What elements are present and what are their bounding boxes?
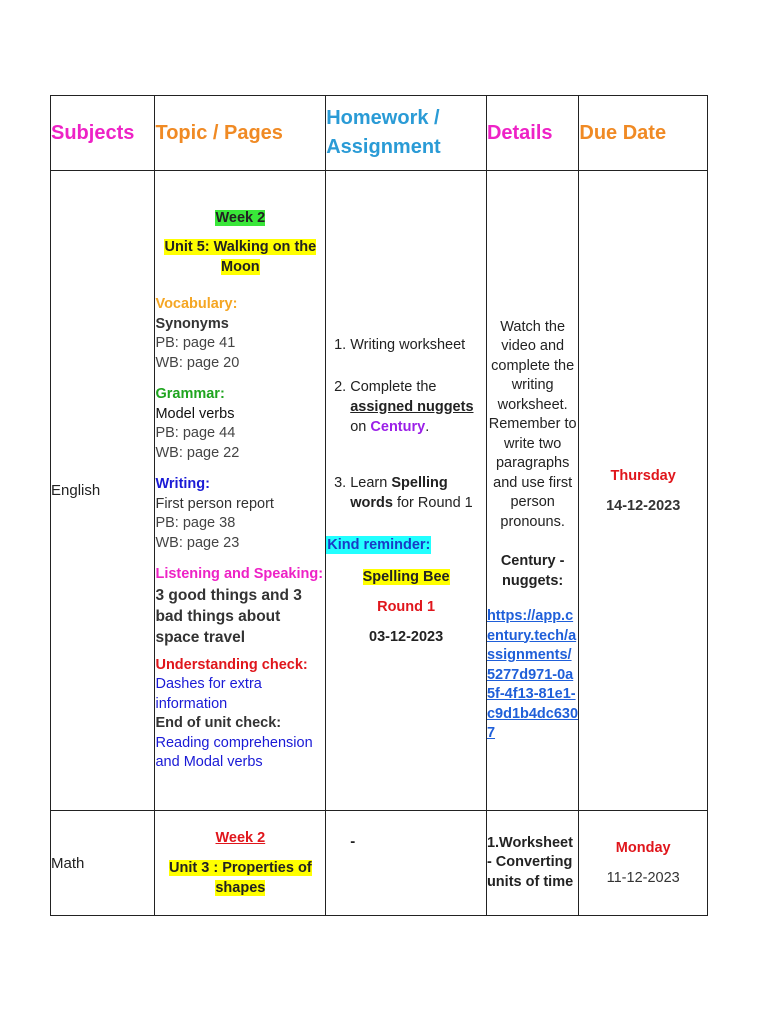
due-day-english: Thursday — [610, 467, 676, 484]
subject-english: English — [51, 171, 155, 811]
writing-wb: WB: page 23 — [155, 534, 240, 551]
unit-title: Unit 5: Walking on the Moon — [164, 239, 317, 275]
homework-math: - — [326, 811, 487, 916]
topic-math — [155, 811, 326, 916]
kind-reminder-label: Kind reminder: — [327, 536, 431, 553]
listening-title: 3 good things and 3 bad things about space travel — [155, 586, 302, 646]
header-subjects: Subjects — [51, 96, 155, 171]
math-unit-title: Unit 3 : Properties of shapes — [169, 860, 312, 896]
header-topic: Topic / Pages — [155, 96, 326, 171]
vocabulary-title: Synonyms — [155, 315, 229, 332]
subject-math: Math — [51, 811, 155, 916]
writing-pb: PB: page 38 — [155, 515, 236, 531]
century-nuggets-label: Century - nuggets: — [500, 553, 565, 589]
spelling-bee-date: 03-12-2023 — [369, 628, 444, 645]
header-due-date: Due Date — [579, 96, 708, 171]
understanding-label: Understanding check: — [155, 656, 308, 673]
row-math — [51, 811, 708, 916]
due-math — [579, 811, 708, 916]
due-day-math: Monday — [615, 840, 671, 856]
grammar-pb: PB: page 44 — [155, 425, 236, 441]
header-homework: Homework / Assignment — [326, 96, 487, 171]
understanding-text: Dashes for extra information — [155, 676, 262, 712]
due-date-math: 11-12-2023 — [606, 870, 680, 886]
details-english — [486, 171, 578, 811]
header-row — [51, 96, 708, 171]
homework-item-2: 2. Complete the assigned nuggets on Century. — [350, 377, 486, 437]
homework-english — [326, 171, 487, 811]
header-details: Details — [486, 96, 578, 171]
century-text: Century — [370, 418, 426, 435]
assigned-nuggets-link[interactable]: assigned nuggets — [350, 398, 474, 415]
topic-english — [155, 171, 326, 811]
homework-item-1: 1. Writing worksheet — [350, 335, 486, 355]
math-week-label: Week 2 — [215, 830, 266, 846]
spelling-bee-label: Spelling Bee — [362, 568, 450, 585]
grammar-label: Grammar: — [155, 386, 225, 402]
grammar-title: Model verbs — [155, 405, 235, 422]
writing-label: Writing: — [155, 476, 210, 492]
week-label: Week 2 — [215, 209, 266, 226]
writing-title: First person report — [155, 495, 274, 512]
century-assignment-link[interactable]: https://app.century.tech/assignments/5277d971-0a5f-4f13-81e1-c9d1b4dc6307 — [486, 608, 579, 741]
vocabulary-wb: WB: page 20 — [155, 354, 240, 371]
end-of-unit-text: Reading comprehension and Modal verbs — [155, 734, 313, 770]
grammar-wb: WB: page 22 — [155, 444, 240, 461]
listening-label: Listening and Speaking: — [155, 566, 324, 582]
vocabulary-pb: PB: page 41 — [155, 335, 236, 351]
homework-item-3: 3. Learn Spelling words for Round 1 — [350, 473, 486, 513]
due-date-english: 14-12-2023 — [606, 497, 681, 514]
end-of-unit-label: End of unit check: — [155, 715, 282, 731]
vocabulary-label: Vocabulary: — [155, 296, 238, 312]
homework-table — [50, 95, 708, 916]
details-text: Watch the video and complete the writing worksheet. Remember to write two paragraphs and use first person pronouns. — [488, 318, 577, 530]
round-label: Round 1 — [377, 598, 436, 615]
details-math: 1.Worksheet - Converting units of time — [486, 811, 578, 916]
row-english — [51, 171, 708, 811]
due-english — [579, 171, 708, 811]
